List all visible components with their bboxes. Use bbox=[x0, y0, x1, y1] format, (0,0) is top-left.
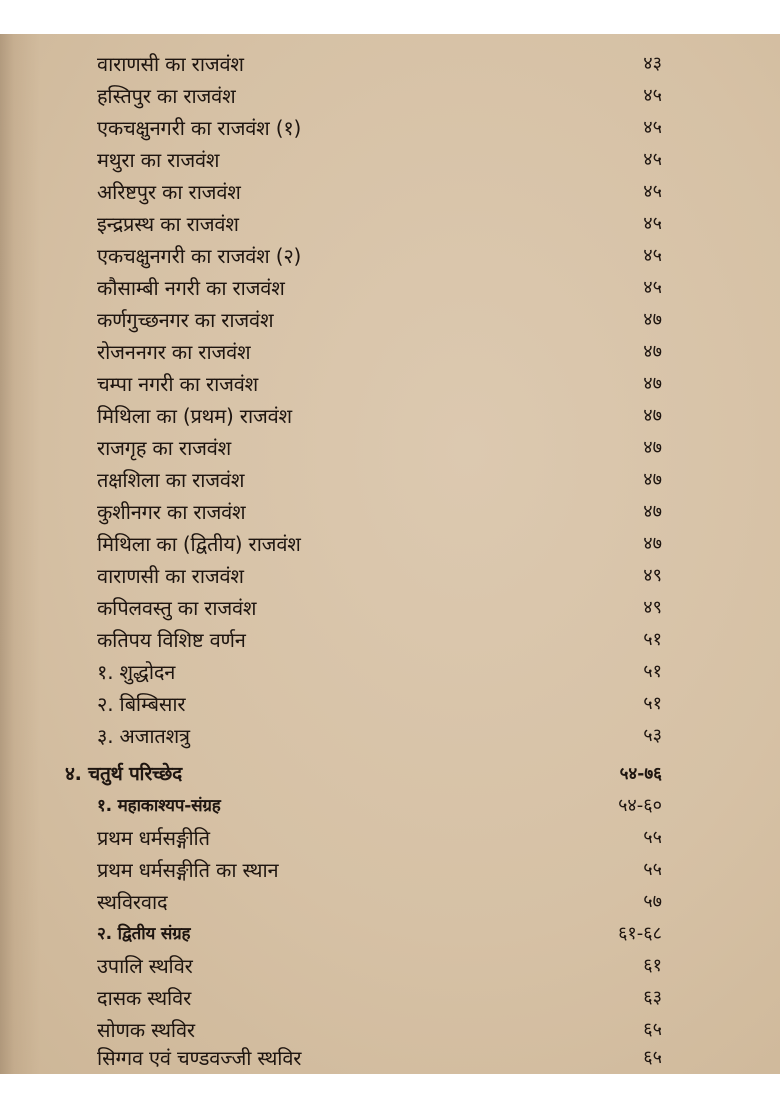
toc-entry-page: ४७ bbox=[643, 501, 662, 522]
toc-row bbox=[0, 304, 780, 336]
toc-row bbox=[0, 464, 780, 496]
toc-entry-title: कतिपय विशिष्ट वर्णन bbox=[97, 628, 246, 652]
toc-entry-title: एकचक्षुनगरी का राजवंश (१) bbox=[97, 116, 302, 140]
toc-entry-page: ४७ bbox=[643, 469, 662, 490]
toc-row bbox=[0, 240, 780, 272]
toc-row bbox=[0, 432, 780, 464]
section-page-range: ६१-६८ bbox=[618, 923, 662, 944]
toc-row bbox=[0, 822, 780, 854]
toc-entry-page: ५७ bbox=[643, 891, 662, 912]
section-page-range: ५४-६० bbox=[618, 795, 662, 816]
toc-entry-title: मिथिला का (द्वितीय) राजवंश bbox=[97, 532, 301, 556]
toc-row bbox=[0, 624, 780, 656]
toc-entry-page: ४५ bbox=[643, 181, 662, 202]
toc-entry-page: ५१ bbox=[643, 661, 662, 682]
toc-row bbox=[0, 982, 780, 1014]
toc-page bbox=[0, 34, 780, 1074]
toc-row bbox=[0, 950, 780, 982]
toc-entry-page: ४७ bbox=[643, 373, 662, 394]
toc-row bbox=[0, 176, 780, 208]
toc-entry-page: ४७ bbox=[643, 341, 662, 362]
toc-row bbox=[0, 886, 780, 918]
toc-row bbox=[0, 368, 780, 400]
toc-entry-page: ५५ bbox=[643, 827, 662, 848]
toc-entry-page: ४७ bbox=[643, 405, 662, 426]
toc-row bbox=[0, 656, 780, 688]
toc-entry-page: ४७ bbox=[643, 309, 662, 330]
toc-row bbox=[0, 528, 780, 560]
toc-entry-title: सोणक स्थविर bbox=[97, 1018, 195, 1042]
toc-entry-title: प्रथम धर्मसङ्गीति का स्थान bbox=[97, 858, 279, 882]
section-heading: २. द्वितीय संग्रह bbox=[97, 924, 191, 944]
toc-row bbox=[0, 336, 780, 368]
toc-entry-title: दासक स्थविर bbox=[97, 986, 192, 1010]
toc-entry-title: कर्णगुच्छनगर का राजवंश bbox=[97, 308, 274, 332]
toc-entry-title: मिथिला का (प्रथम) राजवंश bbox=[97, 404, 292, 428]
toc-entry-page: ४९ bbox=[643, 597, 662, 618]
toc-entry-title: कौसाम्बी नगरी का राजवंश bbox=[97, 276, 285, 300]
toc-entry-title: उपालि स्थविर bbox=[97, 954, 193, 978]
toc-entry-page: ४५ bbox=[643, 213, 662, 234]
toc-entry-page: ६३ bbox=[643, 987, 662, 1008]
toc-row bbox=[0, 688, 780, 720]
toc-entry-page: ४९ bbox=[643, 565, 662, 586]
toc-entry-page: ४५ bbox=[643, 245, 662, 266]
toc-entry-title: चम्पा नगरी का राजवंश bbox=[97, 372, 259, 396]
toc-entry-title: कपिलवस्तु का राजवंश bbox=[97, 596, 257, 620]
toc-entry-page: ४५ bbox=[643, 117, 662, 138]
toc-entry-title: वाराणसी का राजवंश bbox=[97, 564, 244, 588]
toc-entry-title: एकचक्षुनगरी का राजवंश (२) bbox=[97, 244, 302, 268]
toc-row bbox=[0, 854, 780, 886]
toc-entry-title: तक्षशिला का राजवंश bbox=[97, 468, 245, 492]
toc-entry-title: १. शुद्धोदन bbox=[97, 660, 176, 684]
chapter-heading: ४. चतुर्थ परिच्छेद bbox=[65, 763, 183, 785]
toc-entry-title: २. बिम्बिसार bbox=[97, 692, 186, 716]
toc-entry-page: ६५ bbox=[643, 1019, 662, 1040]
toc-row bbox=[0, 112, 780, 144]
toc-entry-page: ६५ bbox=[643, 1047, 662, 1068]
toc-entry-title: ३. अजातशत्रु bbox=[97, 724, 190, 748]
toc-chapter-row bbox=[0, 758, 780, 790]
toc-row bbox=[0, 144, 780, 176]
toc-entry-page: ४५ bbox=[643, 149, 662, 170]
toc-section-row bbox=[0, 918, 780, 950]
toc-entry-page: ४५ bbox=[643, 85, 662, 106]
toc-entry-page: ५३ bbox=[643, 725, 662, 746]
toc-entry-page: ६१ bbox=[643, 955, 662, 976]
toc-entry-title: इन्द्रप्रस्थ का राजवंश bbox=[97, 212, 239, 236]
toc-entry-page: ५१ bbox=[643, 693, 662, 714]
toc-entry-title: वाराणसी का राजवंश bbox=[97, 52, 244, 76]
toc-entry-title: स्थविरवाद bbox=[97, 890, 168, 914]
toc-row bbox=[0, 592, 780, 624]
toc-row bbox=[0, 400, 780, 432]
toc-row bbox=[0, 720, 780, 752]
toc-entry-page: ४३ bbox=[643, 53, 662, 74]
toc-entry-page: ४७ bbox=[643, 437, 662, 458]
toc-section-row bbox=[0, 790, 780, 822]
toc-entry-page: ५५ bbox=[643, 859, 662, 880]
toc-entry-title: सिग्गव एवं चण्डवज्जी स्थविर bbox=[97, 1046, 302, 1070]
toc-row bbox=[0, 48, 780, 80]
toc-row bbox=[0, 208, 780, 240]
toc-entry-page: ४७ bbox=[643, 533, 662, 554]
toc-entry-page: ४५ bbox=[643, 277, 662, 298]
toc-entry-title: राजगृह का राजवंश bbox=[97, 436, 232, 460]
toc-entry-title: अरिष्टपुर का राजवंश bbox=[97, 180, 241, 204]
toc-row bbox=[0, 80, 780, 112]
section-heading: १. महाकाश्यप-संग्रह bbox=[97, 796, 221, 816]
chapter-page-range: ५४-७६ bbox=[619, 764, 662, 784]
toc-row bbox=[0, 272, 780, 304]
toc-entry-title: मथुरा का राजवंश bbox=[97, 148, 220, 172]
toc-row bbox=[0, 496, 780, 528]
toc-entry-page: ५१ bbox=[643, 629, 662, 650]
toc-entry-title: कुशीनगर का राजवंश bbox=[97, 500, 246, 524]
toc-entry-title: रोजननगर का राजवंश bbox=[97, 340, 251, 364]
toc-entry-title: हस्तिपुर का राजवंश bbox=[97, 84, 236, 108]
toc-row bbox=[0, 1042, 780, 1074]
toc-row bbox=[0, 560, 780, 592]
toc-entry-title: प्रथम धर्मसङ्गीति bbox=[97, 826, 210, 850]
